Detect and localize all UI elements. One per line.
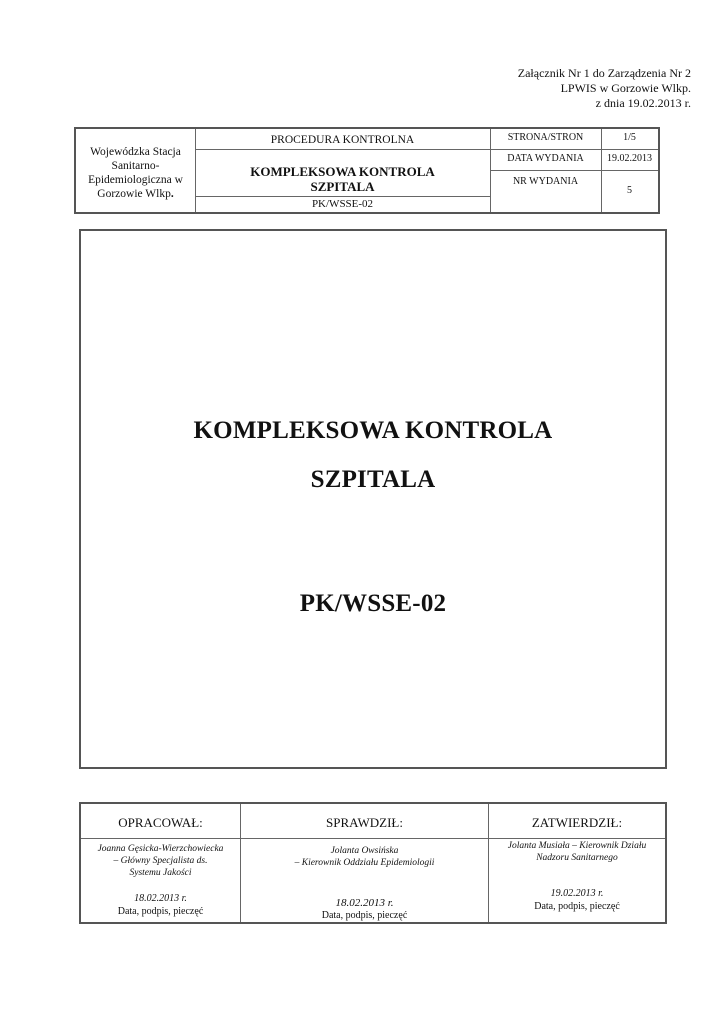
meta-label-issue-date: DATA WYDANIA [507, 153, 584, 164]
approved-by-heading: ZATWIERDZIŁ: [531, 815, 623, 830]
meta-value-issue-date: 19.02.2013 [607, 153, 652, 164]
title-box [79, 229, 667, 769]
procedure-type: PROCEDURA KONTROLNA [270, 134, 415, 146]
main-document-code: PK/WSSE-02 [299, 590, 447, 617]
checked-by-name: Jolanta Owsińska – Kierownik Oddziału Epidemiologii [294, 846, 435, 868]
header-code: PK/WSSE-02 [311, 198, 374, 210]
prepared-by-date: 18.02.2013 r. [134, 893, 187, 904]
attachment-line-1: Załącznik Nr 1 do Zarządzenia Nr 2 [517, 66, 691, 80]
approved-by-name: Jolanta Musiała – Kierownik Działu Nadzoru Sanitarnego [507, 841, 647, 863]
checked-by-date: 18.02.2013 r. [335, 897, 394, 909]
main-title-line-2: SZPITALA [310, 466, 436, 493]
approved-by-footer: Data, podpis, pieczęć [534, 901, 620, 912]
attachment-note [518, 66, 691, 111]
signatures-table [79, 802, 667, 924]
attachment-line-3: z dnia 19.02.2013 r. [595, 96, 691, 110]
meta-label-issue-number: NR WYDANIA [512, 176, 579, 187]
approved-by-date: 19.02.2013 r. [550, 888, 604, 899]
approved-by-column [489, 804, 665, 922]
meta-value-pages: 1/5 [623, 132, 636, 143]
prepared-by-footer: Data, podpis, pieczęć [117, 906, 204, 917]
meta-label-pages: STRONA/STRON [507, 132, 584, 143]
checked-by-footer: Data, podpis, pieczęć [321, 910, 408, 921]
checked-by-column [241, 804, 488, 922]
checked-by-heading: SPRAWDZIŁ: [326, 815, 403, 830]
meta-value-issue-number: 5 [627, 185, 632, 196]
header-title: KOMPLEKSOWA KONTROLA SZPITALA [250, 164, 435, 194]
main-title-line-1: KOMPLEKSOWA KONTROLA [193, 417, 553, 444]
institution-name: Wojewódzka Stacja Sanitarno- Epidemiologiczna w Gorzowie Wlkp. [88, 146, 183, 200]
prepared-by-column [81, 804, 240, 922]
header-table [74, 127, 660, 214]
prepared-by-heading: OPRACOWAŁ: [118, 815, 203, 830]
prepared-by-name: Joanna Gęsicka-Wierzchowiecka – Główny Specjalista ds. Systemu Jakości [97, 844, 224, 878]
attachment-line-2: LPWIS w Gorzowie Wlkp. [560, 81, 691, 95]
